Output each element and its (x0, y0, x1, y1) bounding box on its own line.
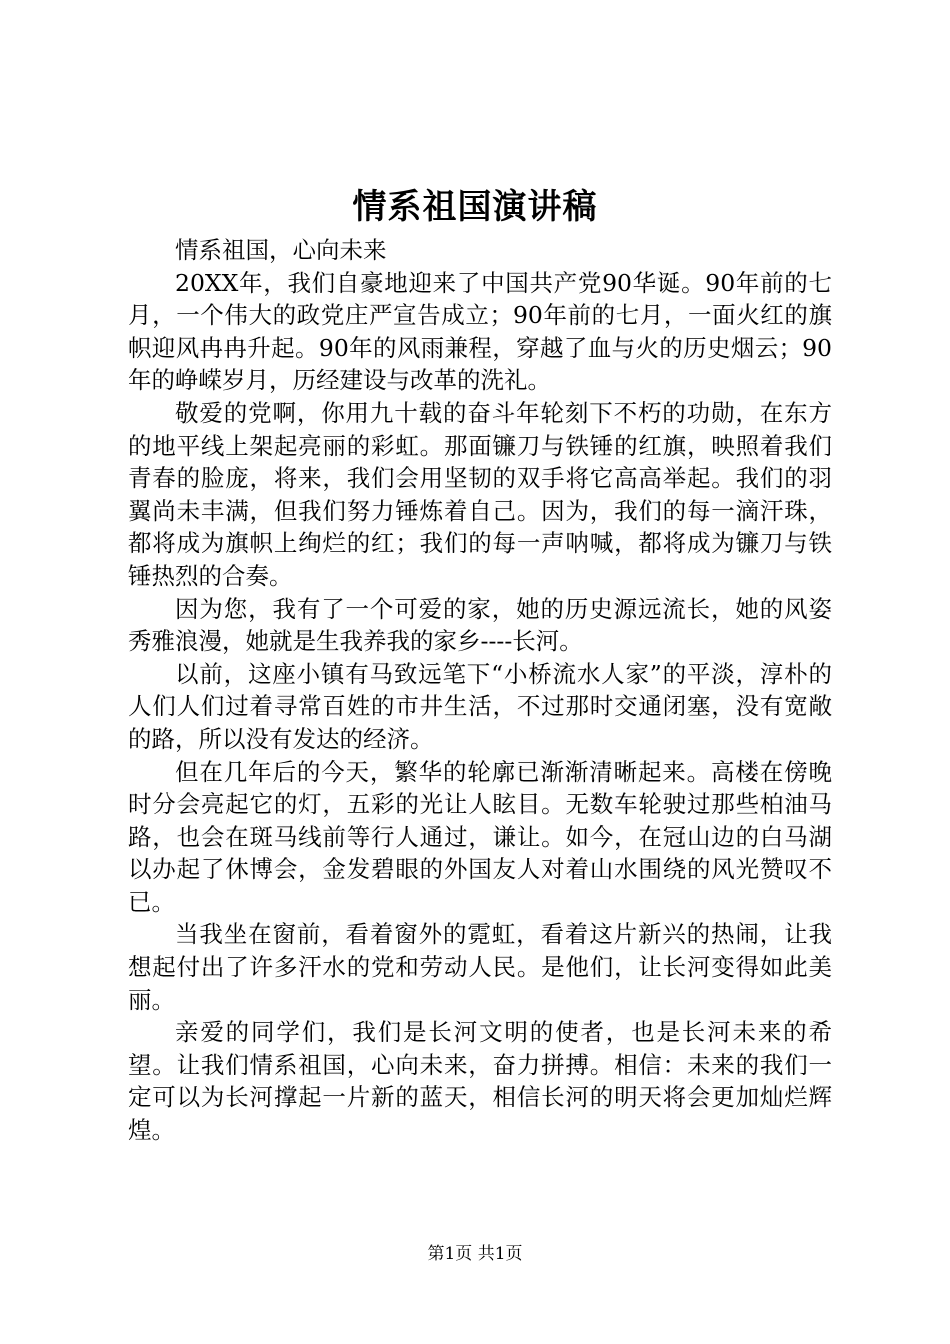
document-title: 情系祖国演讲稿 (352, 187, 598, 227)
document-body (128, 234, 832, 1147)
paragraph: 亲爱的同学们，我们是长河文明的使者，也是长河未来的希望。让我们情系祖国，心向未来，奋力拼搏。相信：未来的我们一定可以为长河撑起一片新的蓝天，相信长河的明天将会更加灿烂辉煌。 (128, 1018, 832, 1145)
paragraph: 敬爱的党啊，你用九十载的奋斗年轮刻下不朽的功勋，在东方的地平线上架起亮丽的彩虹。那面镰刀与铁锤的红旗，映照着我们青春的脸庞，将来，我们会用坚韧的双手将它高高举起。我们的羽翼尚未丰满，但我们努力锤炼着自己。因为，我们的每一滴汗珠，都将成为旗帜上绚烂的红；我们的每一声呐喊，都将成为镰刀与铁锤热烈的合奏。 (128, 398, 832, 590)
paragraph-subtitle: 情系祖国，心向未来 (175, 236, 387, 264)
paragraph: 20XX年，我们自豪地迎来了中国共产党90华诞。90年前的七月，一个伟大的政党庄严宣告成立；90年前的七月，一面火红的旗帜迎风冉冉升起。90年的风雨兼程，穿越了血与火的历史烟云；90年的峥嵘岁月，历经建设与改革的洗礼。 (128, 268, 832, 395)
paragraph: 以前，这座小镇有马致远笔下“小桥流水人家”的平淡，淳朴的人们人们过着寻常百姓的市井生活，不过那时交通闭塞，没有宽敞的路，所以没有发达的经济。 (128, 659, 832, 753)
paragraph: 当我坐在窗前，看着窗外的霓虹，看着这片新兴的热闹，让我想起付出了许多汗水的党和劳动人民。是他们，让长河变得如此美丽。 (128, 920, 832, 1014)
paragraph: 因为您，我有了一个可爱的家，她的历史源远流长，她的风姿秀雅浪漫，她就是生我养我的家乡----长河。 (128, 594, 832, 656)
paragraph: 但在几年后的今天，繁华的轮廓已渐渐清晰起来。高楼在傍晚时分会亮起它的灯，五彩的光让人眩目。无数车轮驶过那些柏油马路，也会在斑马线前等行人通过，谦让。如今，在冠山边的白马湖以办起了休博会，金发碧眼的外国友人对着山水围绕的风光赞叹不已。 (128, 757, 832, 916)
page-footer: 第1页 共1页 (427, 1244, 523, 1264)
